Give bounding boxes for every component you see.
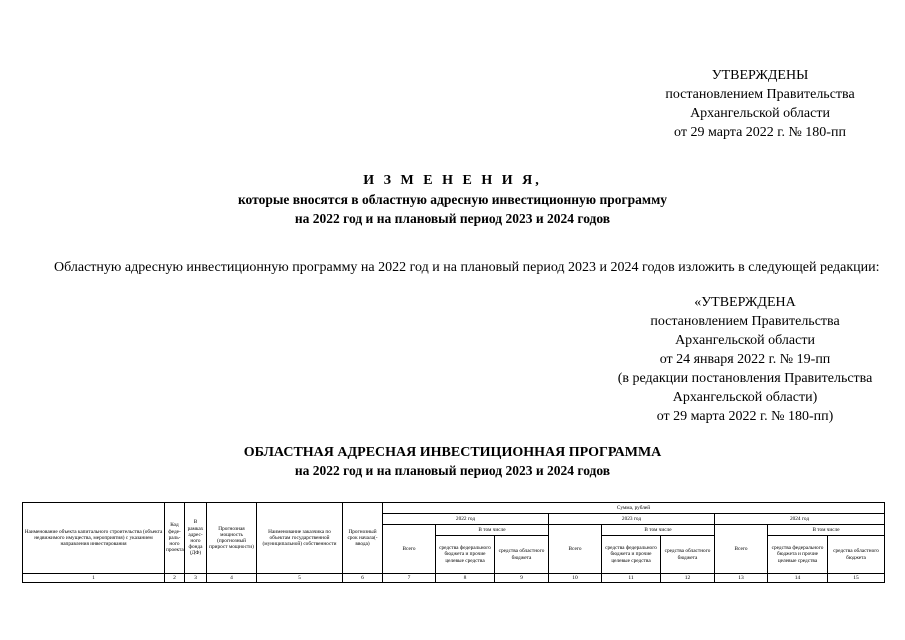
column-number: 13 <box>715 574 768 583</box>
header-year-2022: 2022 год <box>383 514 549 525</box>
header-customer: Наименование заказчика по объектам государственной (муниципальной) собственности <box>257 503 343 574</box>
column-number: 11 <box>602 574 661 583</box>
column-number: 6 <box>343 574 383 583</box>
header-in-that-2024: В том числе <box>768 525 885 536</box>
column-number: 5 <box>257 574 343 583</box>
approval-line: УТВЕРЖДЕНЫ <box>711 68 809 83</box>
header-sum: Сумма, рублей <box>383 503 885 514</box>
approval-line: (в редакции постановления Правительства <box>617 371 873 386</box>
approval-line: Архангельской области) <box>672 390 818 405</box>
header-in-that-2022: В том числе <box>436 525 549 536</box>
header-federal-2022: средства федерального бюджета и прочие целевые средства <box>436 536 495 574</box>
approval-line: постановлением Правительства <box>650 314 840 329</box>
changes-title <box>0 171 905 228</box>
header-object-name: Наименование объекта капитального строительства (объекта недвижимого имущества, мероприятия) с указанием направления инвестирования <box>23 503 165 574</box>
header-total-2022: Всего <box>383 525 436 574</box>
approval-line: Архангельской области <box>675 333 815 348</box>
header-federal-2024: средства федерального бюджета и прочие целевые средства <box>768 536 828 574</box>
column-number: 3 <box>185 574 207 583</box>
header-year-2024: 2024 год <box>715 514 885 525</box>
program-title-line-1: ОБЛАСТНАЯ АДРЕСНАЯ ИНВЕСТИЦИОННАЯ ПРОГРАММА <box>243 445 662 460</box>
header-year-2023: 2023 год <box>549 514 715 525</box>
changes-heading: И З М Е Н Е Н И Я, <box>363 173 542 188</box>
header-regional-2024: средства областного бюджета <box>828 536 885 574</box>
approval-stamp-second <box>600 293 890 426</box>
header-in-that-2023: В том числе <box>602 525 715 536</box>
program-title-line-2: на 2022 год и на плановый период 2023 и 2024 годов <box>294 463 611 478</box>
changes-subtitle-line-1: которые вносятся в областную адресную инвестиционную программу <box>237 192 668 207</box>
column-number: 9 <box>495 574 549 583</box>
approval-line: от 29 марта 2022 г. № 180-пп) <box>656 409 834 424</box>
approval-line: постановлением Правительства <box>665 87 855 102</box>
header-regional-2022: средства областного бюджета <box>495 536 549 574</box>
approval-line: «УТВЕРЖДЕНА <box>694 295 796 310</box>
header-total-2023: Всего <box>549 525 602 574</box>
header-federal-2023: средства федерального бюджета и прочие целевые средства <box>602 536 661 574</box>
column-number: 8 <box>436 574 495 583</box>
column-number: 1 <box>23 574 165 583</box>
body-paragraph: Областную адресную инвестиционную программу на 2022 год и на плановый период 2023 и 2024 годов изложить в следующей редакции: <box>54 260 880 275</box>
header-deadline: Прогнозный срок начала(-ввода) <box>343 503 383 574</box>
header-road-fund: В рамках адрес-ного фонда (ДФ) <box>185 503 207 574</box>
approval-line: от 29 марта 2022 г. № 180-пп <box>674 125 846 140</box>
column-number: 14 <box>768 574 828 583</box>
column-number: 15 <box>828 574 885 583</box>
column-number: 4 <box>207 574 257 583</box>
header-regional-2023: средства областного бюджета <box>661 536 715 574</box>
program-table <box>22 502 885 583</box>
header-federal-project-code: Код феде-раль-ного проекта <box>165 503 185 574</box>
column-number: 2 <box>165 574 185 583</box>
column-number: 7 <box>383 574 436 583</box>
approval-line: Архангельской области <box>690 106 830 121</box>
column-number-row <box>23 574 885 583</box>
column-number: 10 <box>549 574 602 583</box>
approval-line: от 24 января 2022 г. № 19-пп <box>659 352 831 367</box>
changes-subtitle-line-2: на 2022 год и на плановый период 2023 и 2024 годов <box>294 211 611 226</box>
approval-stamp-top <box>640 66 880 142</box>
program-title <box>0 444 905 480</box>
header-total-2024: Всего <box>715 525 768 574</box>
header-capacity: Прогнозная мощность (прогнозный прирост мощности) <box>207 503 257 574</box>
column-number: 12 <box>661 574 715 583</box>
